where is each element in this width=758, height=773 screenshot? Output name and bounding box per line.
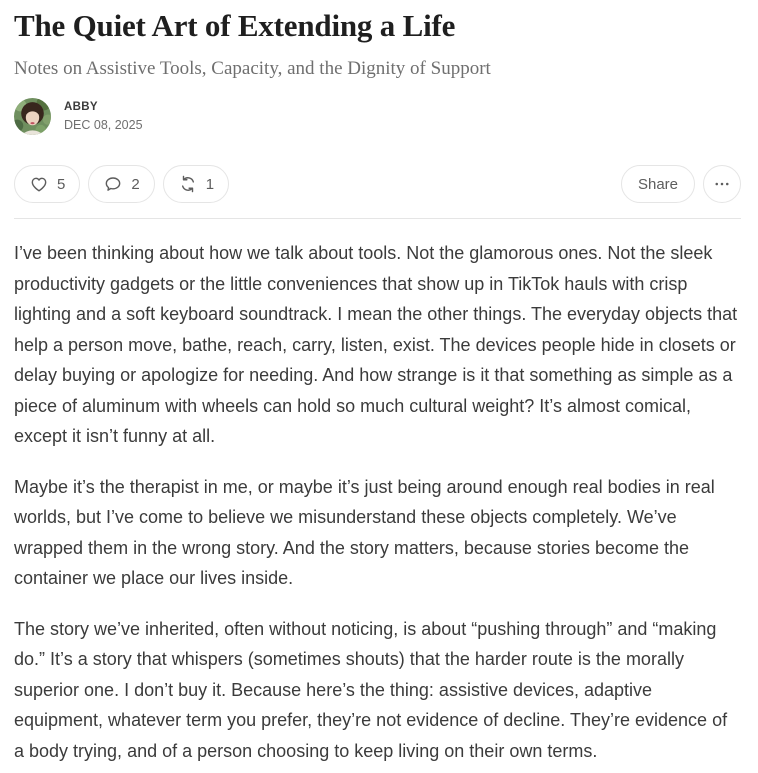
comment-button[interactable] xyxy=(88,165,154,203)
author-name[interactable]: ABBY xyxy=(64,101,98,113)
post-date: DEC 08, 2025 xyxy=(64,118,143,132)
paragraph-1: I’ve been thinking about how we talk about tools. Not the glamorous ones. Not the sleek productivity gadgets or the little conveniences that show up in TikTok hauls with crisp lighting and a soft keyboard soundtrack. I mean the other things. The everyday objects that help a person move, bathe, reach, carry, listen, exist. The devices people hide in closets or delay buying or apologize for needing. And how strange is it that something as simple as a piece of aluminum with wheels can hold so much cultural weight? It’s almost comical, except it isn’t funny at all. xyxy=(14,243,738,446)
engagement-left xyxy=(14,165,229,203)
restack-count: 1 xyxy=(205,175,215,193)
heart-icon xyxy=(29,174,49,194)
byline-text xyxy=(64,101,143,132)
ellipsis-icon xyxy=(713,175,731,193)
avatar[interactable] xyxy=(14,98,51,135)
restack-button[interactable] xyxy=(163,165,229,203)
like-count: 5 xyxy=(57,175,66,193)
like-button[interactable] xyxy=(14,165,80,203)
restack-arrows-icon xyxy=(178,174,198,194)
post-title: The Quiet Art of Extending a Life xyxy=(14,8,456,43)
post-header xyxy=(14,8,741,135)
post-body xyxy=(14,219,741,766)
comment-count: 2 xyxy=(131,175,140,193)
byline xyxy=(14,98,741,135)
paragraph-2: Maybe it’s the therapist in me, or maybe it’s just being around enough real bodies in real worlds, but I’ve come to believe we misunderstand these objects completely. We’ve wrapped them in the wrong story. And the story matters, because stories become the container we place our lives inside. xyxy=(14,476,715,588)
speech-bubble-icon xyxy=(103,174,123,194)
more-options-button[interactable] xyxy=(703,165,741,203)
author-photo-icon xyxy=(14,98,51,135)
share-button[interactable]: Share xyxy=(621,165,695,203)
engagement-bar xyxy=(14,165,741,203)
post-subtitle: Notes on Assistive Tools, Capacity, and the Dignity of Support xyxy=(14,58,491,79)
paragraph-3: The story we’ve inherited, often without noticing, is about “pushing through” and “making do.” It’s a story that whispers (sometimes shouts) that the harder route is the morally superior one. I don’t buy it. Because here’s the thing: assistive devices, adaptive equipment, whatever term you prefer, they’re not evidence of decline. They’re evidence of a body trying, and of a person choosing to keep living on their own terms. xyxy=(14,618,728,761)
engagement-right xyxy=(621,165,741,203)
